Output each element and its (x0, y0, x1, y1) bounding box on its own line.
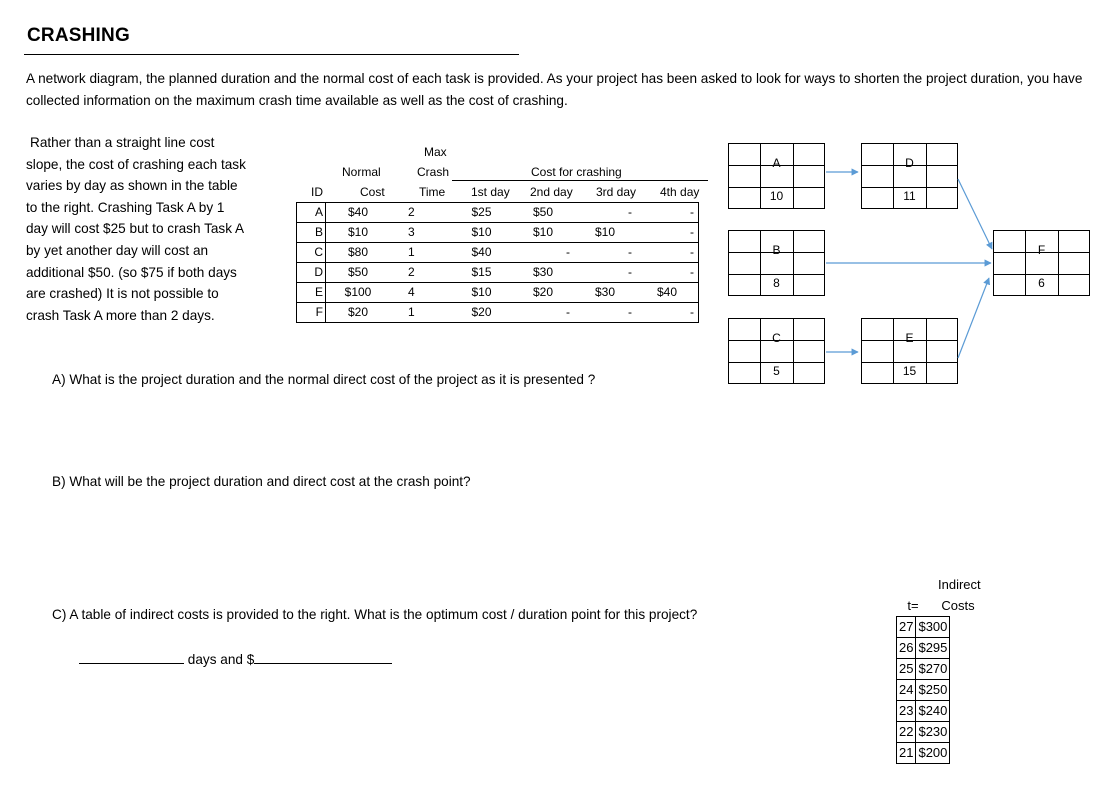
col-2nd-day: 2nd day (530, 185, 573, 199)
arrow-d-to-f (958, 179, 992, 249)
explanation-line: to the right. Crashing Task A by 1 (26, 199, 225, 215)
indirect-row (897, 680, 950, 701)
node-duration: 8 (773, 276, 780, 290)
crash-day-4-cost-cell: - (636, 223, 699, 243)
col-cost: Cost (360, 185, 385, 199)
crash-day-3-cost-cell: - (574, 243, 636, 263)
max-crash-time-cell: 1 (390, 243, 451, 263)
indirect-cost-cell: $300 (916, 617, 950, 638)
task-id-cell: C (297, 243, 326, 263)
duration-cell: 25 (897, 659, 916, 680)
crash-day-2-cost-cell: $10 (512, 223, 574, 243)
explanation-line: additional $50. (so $75 if both days (26, 264, 237, 280)
max-crash-time-cell: 2 (390, 263, 451, 283)
crash-day-1-cost-cell: $20 (451, 303, 512, 323)
indirect-cost-cell: $200 (916, 743, 950, 764)
crash-day-4-cost-cell: - (636, 203, 699, 223)
node-duration: 6 (1038, 276, 1045, 290)
header-crash: Crash (417, 165, 450, 179)
node-duration: 10 (769, 189, 784, 203)
explanation-line: Rather than a straight line cost (30, 135, 215, 150)
col-id: ID (311, 185, 323, 199)
normal-cost-cell: $10 (326, 223, 391, 243)
max-crash-time-cell: 4 (390, 283, 451, 303)
indirect-row (897, 743, 950, 764)
normal-cost-cell: $50 (326, 263, 391, 283)
indirect-row (897, 659, 950, 680)
node-label: B (772, 243, 781, 257)
explanation-line: day will cost $25 but to crash Task A (26, 221, 245, 237)
crash-day-1-cost-cell: $40 (451, 243, 512, 263)
indirect-row (897, 638, 950, 659)
duration-cell: 22 (897, 722, 916, 743)
indirect-cost-cell: $295 (916, 638, 950, 659)
node-label: C (772, 331, 781, 345)
crash-day-3-cost-cell: $10 (574, 223, 636, 243)
answer-label: days and $ (184, 652, 255, 667)
task-id-cell: E (297, 283, 326, 303)
node-label: E (905, 331, 914, 345)
crash-day-2-cost-cell: $20 (512, 283, 574, 303)
indirect-cost-cell: $230 (916, 722, 950, 743)
node-duration: 5 (773, 364, 780, 378)
col-4th-day: 4th day (660, 185, 700, 199)
normal-cost-cell: $40 (326, 203, 391, 223)
node-duration: 11 (903, 189, 916, 203)
max-crash-time-cell: 2 (390, 203, 451, 223)
crash-day-3-cost-cell: $30 (574, 283, 636, 303)
header-t: t= (907, 598, 919, 613)
crash-day-3-cost-cell: - (574, 303, 636, 323)
indirect-cost-cell: $250 (916, 680, 950, 701)
task-id-cell: B (297, 223, 326, 243)
duration-cell: 24 (897, 680, 916, 701)
crash-day-4-cost-cell: - (636, 243, 699, 263)
normal-cost-cell: $100 (326, 283, 391, 303)
task-id-cell: D (297, 263, 326, 283)
explanation-line: by yet another day will cost an (26, 242, 209, 258)
crash-day-3-cost-cell: - (574, 203, 636, 223)
crash-day-3-cost-cell: - (574, 263, 636, 283)
duration-cell: 27 (897, 617, 916, 638)
header-costs: Costs (941, 598, 975, 613)
indirect-cost-cell: $240 (916, 701, 950, 722)
max-crash-time-cell: 1 (390, 303, 451, 323)
crash-day-1-cost-cell: $25 (451, 203, 512, 223)
task-id-cell: A (297, 203, 326, 223)
header-normal: Normal (342, 165, 381, 179)
indirect-row (897, 722, 950, 743)
node-label: F (1037, 243, 1046, 257)
page-title: CRASHING (27, 25, 130, 46)
task-id-cell: F (297, 303, 326, 323)
col-1st-day: 1st day (471, 185, 510, 199)
indirect-row (897, 617, 950, 638)
crash-day-2-cost-cell: $30 (512, 263, 574, 283)
crash-day-1-cost-cell: $10 (451, 283, 512, 303)
explanation-line: slope, the cost of crashing each task (26, 156, 246, 172)
crash-day-2-cost-cell: $50 (512, 203, 574, 223)
question-b: B) What will be the project duration and direct cost at the crash point? (52, 474, 471, 489)
indirect-grid (896, 616, 950, 764)
crash-day-4-cost-cell: - (636, 303, 699, 323)
question-a: A) What is the project duration and the normal direct cost of the project as it is presented ? (52, 372, 596, 387)
duration-cell: 23 (897, 701, 916, 722)
header-cost-for-crashing: Cost for crashing (531, 165, 622, 179)
days-blank[interactable] (79, 651, 184, 664)
duration-cell: 21 (897, 743, 916, 764)
header-max: Max (424, 145, 447, 159)
explanation-line: crash Task A more than 2 days. (26, 307, 215, 323)
normal-cost-cell: $80 (326, 243, 391, 263)
answer-line-c (79, 651, 392, 667)
node-duration: 15 (902, 364, 917, 378)
explanation-line: are crashed) It is not possible to (26, 286, 219, 302)
crash-day-2-cost-cell: - (512, 303, 574, 323)
node-label: D (905, 156, 914, 170)
intro-paragraph: A network diagram, the planned duration and the normal cost of each task is provided. As your project has been asked to look for ways to shorten the project duration, you have collected information on the maximum crash time available as well as the cost of crashing. (26, 71, 1083, 108)
crash-day-1-cost-cell: $10 (451, 223, 512, 243)
indirect-cost-cell: $270 (916, 659, 950, 680)
duration-cell: 26 (897, 638, 916, 659)
crash-day-4-cost-cell: - (636, 263, 699, 283)
crash-day-1-cost-cell: $15 (451, 263, 512, 283)
header-indirect: Indirect (938, 577, 981, 592)
normal-cost-cell: $20 (326, 303, 391, 323)
arrow-e-to-f (958, 278, 989, 358)
cost-blank[interactable] (254, 651, 392, 664)
crash-day-4-cost-cell: $40 (636, 283, 699, 303)
col-time: Time (419, 185, 446, 199)
indirect-header-row (896, 598, 986, 613)
explanation-line: varies by day as shown in the table (26, 178, 238, 194)
crash-day-2-cost-cell: - (512, 243, 574, 263)
indirect-row (897, 701, 950, 722)
max-crash-time-cell: 3 (390, 223, 451, 243)
col-3rd-day: 3rd day (596, 185, 637, 199)
node-label: A (772, 156, 781, 170)
question-c: C) A table of indirect costs is provided to the right. What is the optimum cost / duration point for this project? (52, 607, 698, 622)
